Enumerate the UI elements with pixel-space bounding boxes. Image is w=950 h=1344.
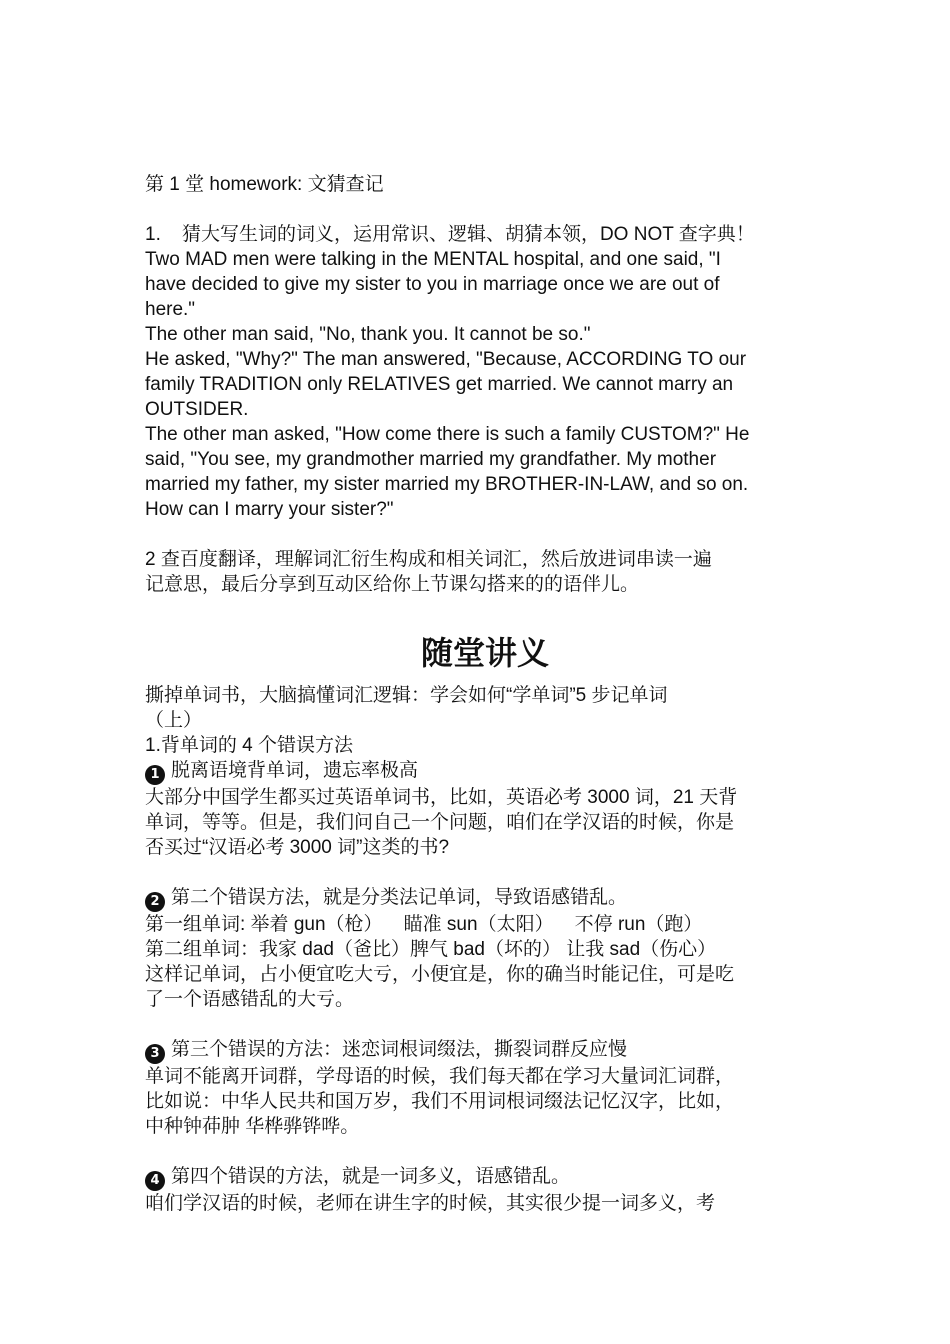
spacer: [145, 522, 825, 547]
story-line: OUTSIDER.: [145, 399, 249, 420]
point-body-line: 单词不能离开词群，学母语的时候，我们每天都在学习大量词汇词群，: [145, 1066, 735, 1087]
story-line: married my father, my sister married my BROTHER-IN-LAW, and so on.: [145, 474, 749, 495]
point-heading-text: 第四个错误的方法，就是一词多义，语感错乱。: [171, 1166, 571, 1187]
homework-task-1: 1. 猜大写生词的词义，运用常识、逻辑、胡猜本领，DO NOT 查字典！: [145, 224, 755, 245]
spacer: [145, 1139, 825, 1164]
number-4-badge-icon: 4: [145, 1171, 165, 1191]
point-heading: [145, 758, 825, 785]
point-heading: [145, 1037, 825, 1064]
story-line: here.": [145, 299, 196, 320]
lecture-subtitle-cont: （上）: [145, 710, 203, 731]
story-line: family TRADITION only RELATIVES get married. We cannot marry an: [145, 374, 734, 395]
spacer: [145, 197, 825, 222]
point-body-line: 中种钟茽肿 华桦骅铧哗。: [145, 1116, 360, 1137]
point-body-line: 了一个语感错乱的大亏。: [145, 989, 355, 1010]
story-line: The other man said, "No, thank you. It cannot be so.": [145, 324, 591, 345]
story-line: The other man asked, "How come there is such a family CUSTOM?" He: [145, 424, 750, 445]
number-3-badge-icon: 3: [145, 1044, 165, 1064]
point-heading: [145, 885, 825, 912]
point-heading-text: 第二个错误方法，就是分类法记单词，导致语感错乱。: [171, 887, 628, 908]
story-line: said, "You see, my grandmother married my grandfather. My mother: [145, 449, 717, 470]
point-body-line: 否买过“汉语必考 3000 词”这类的书?: [145, 837, 450, 858]
number-1-badge-icon: 1: [145, 765, 165, 785]
homework-task-2-cont: 记意思，最后分享到互动区给你上节课勾搭来的的语伴儿。: [145, 574, 640, 595]
lecture-title: 随堂讲义: [420, 634, 549, 672]
story-paragraph: [145, 247, 825, 522]
section-heading: 1.背单词的 4 个错误方法: [145, 735, 353, 756]
point-body-line: 大部分中国学生都买过英语单词书，比如，英语必考 3000 词，21 天背: [145, 787, 738, 808]
story-line: He asked, "Why?" The man answered, "Because, ACCORDING TO our: [145, 349, 747, 370]
homework-task-2: 2 查百度翻译，理解词汇衍生构成和相关词汇，然后放进词串读一遍: [145, 549, 712, 570]
point-body-line: 单词，等等。但是，我们问自己一个问题，咱们在学汉语的时候，你是: [145, 812, 735, 833]
lecture-subtitle: 撕掉单词书，大脑搞懂词汇逻辑：学会如何“学单词”5 步记单词: [145, 685, 668, 706]
point-heading-text: 第三个错误的方法：迷恋词根词缀法，撕裂词群反应慢: [171, 1039, 628, 1060]
point-heading: [145, 1164, 825, 1191]
number-2-badge-icon: 2: [145, 892, 165, 912]
homework-heading: 第 1 堂 homework: 文猜查记: [145, 174, 384, 195]
document-page: [145, 172, 825, 1216]
point-body-line: 咱们学汉语的时候，老师在讲生字的时候，其实很少提一词多义，考: [145, 1193, 716, 1214]
point-body-line: 第一组单词: 举着 gun（枪） 瞄准 sun（太阳） 不停 run（跑）: [145, 914, 703, 935]
spacer: [145, 860, 825, 885]
story-line: How can I marry your sister?": [145, 499, 394, 520]
point-body-line: 这样记单词，占小便宜吃大亏，小便宜是，你的确当时能记住，可是吃: [145, 964, 735, 985]
spacer: [145, 1012, 825, 1037]
point-body-line: 第二组单词：我家 dad（爸比）脾气 bad（坏的） 让我 sad（伤心）: [145, 939, 717, 960]
point-heading-text: 脱离语境背单词，遗忘率极高: [171, 760, 419, 781]
story-line: Two MAD men were talking in the MENTAL hospital, and one said, "I: [145, 249, 721, 270]
story-line: have decided to give my sister to you in marriage once we are out of: [145, 274, 720, 295]
point-body-line: 比如说：中华人民共和国万岁，我们不用词根词缀法记忆汉字，比如，: [145, 1091, 735, 1112]
